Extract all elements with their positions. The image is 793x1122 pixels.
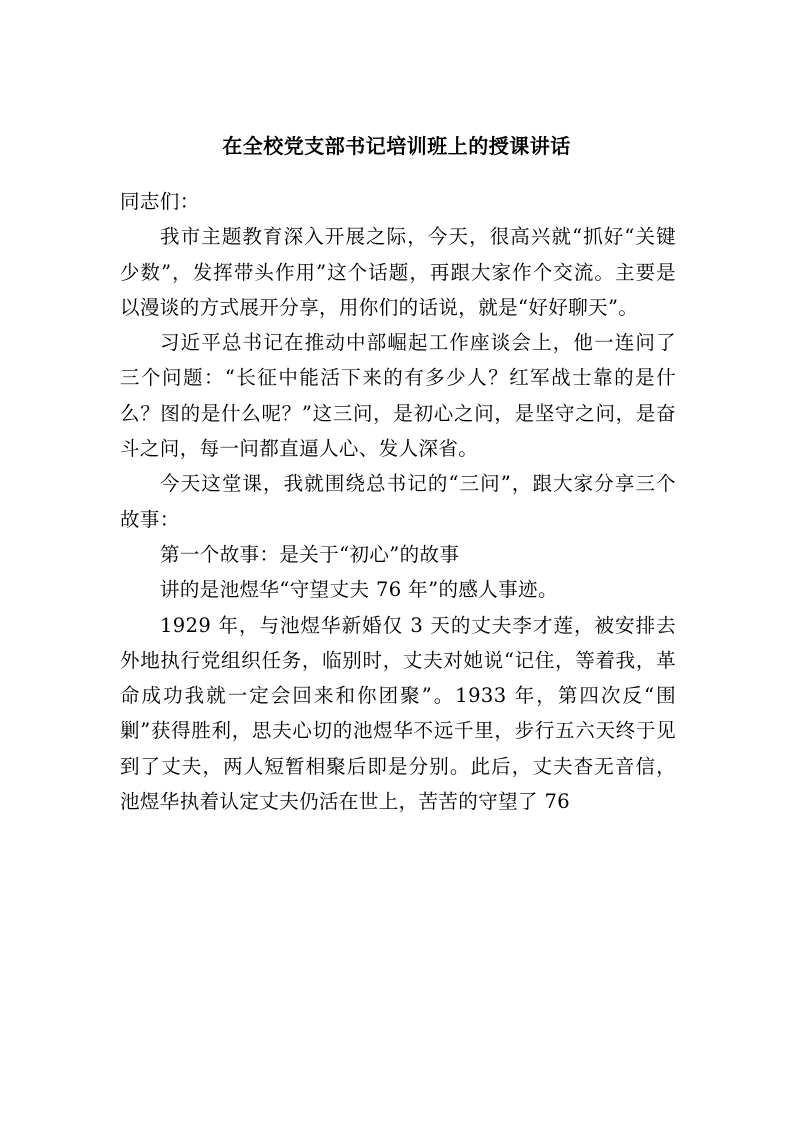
story-one-heading: 第一个故事：是关于“初心”的故事 [160,542,460,566]
salutation: 同志们： [120,190,200,213]
paragraph-three-stories: 今天这堂课，我就围绕总书记的“三问”，跟大家分享三个故事： [120,472,676,531]
story-one-subject: 讲的是池煜华“守望丈夫 76 年”的感人事迹。 [160,578,558,602]
document-title: 在全校党支部书记培训班上的授课讲话 [222,134,571,158]
story-one-narrative: 1929 年，与池煜华新婚仅 3 天的丈夫李才莲，被安排去外地执行党组织任务，临别时，丈夫对她说“记住，等着我，革命成功我就一定会回来和你团聚”。1933 年，第四次反“围剿”获得胜利，思夫心切的池煜华不远千里，步行五六天终于见到了丈夫，两人短暂相聚后即是分别。此后，丈夫杳无音信，池煜华执着认定丈夫仍活在世上，苦苦的守望了 76 [120,613,676,814]
document-body [120,184,676,819]
paragraph-intro: 我市主题教育深入开展之际，今天，很高兴就“抓好“关键少数”，发挥带头作用”这个话题，再跟大家作个交流。主要是以漫谈的方式展开分享，用你们的话说，就是“好好聊天”。 [120,225,676,319]
paragraph-three-questions: 习近平总书记在推动中部崛起工作座谈会上，他一连问了三个问题：“长征中能活下来的有多少人？红军战士靠的是什么？图的是什么呢？”这三问，是初心之问，是坚守之问，是奋斗之问，每一问都直逼人心、发人深省。 [120,331,676,461]
